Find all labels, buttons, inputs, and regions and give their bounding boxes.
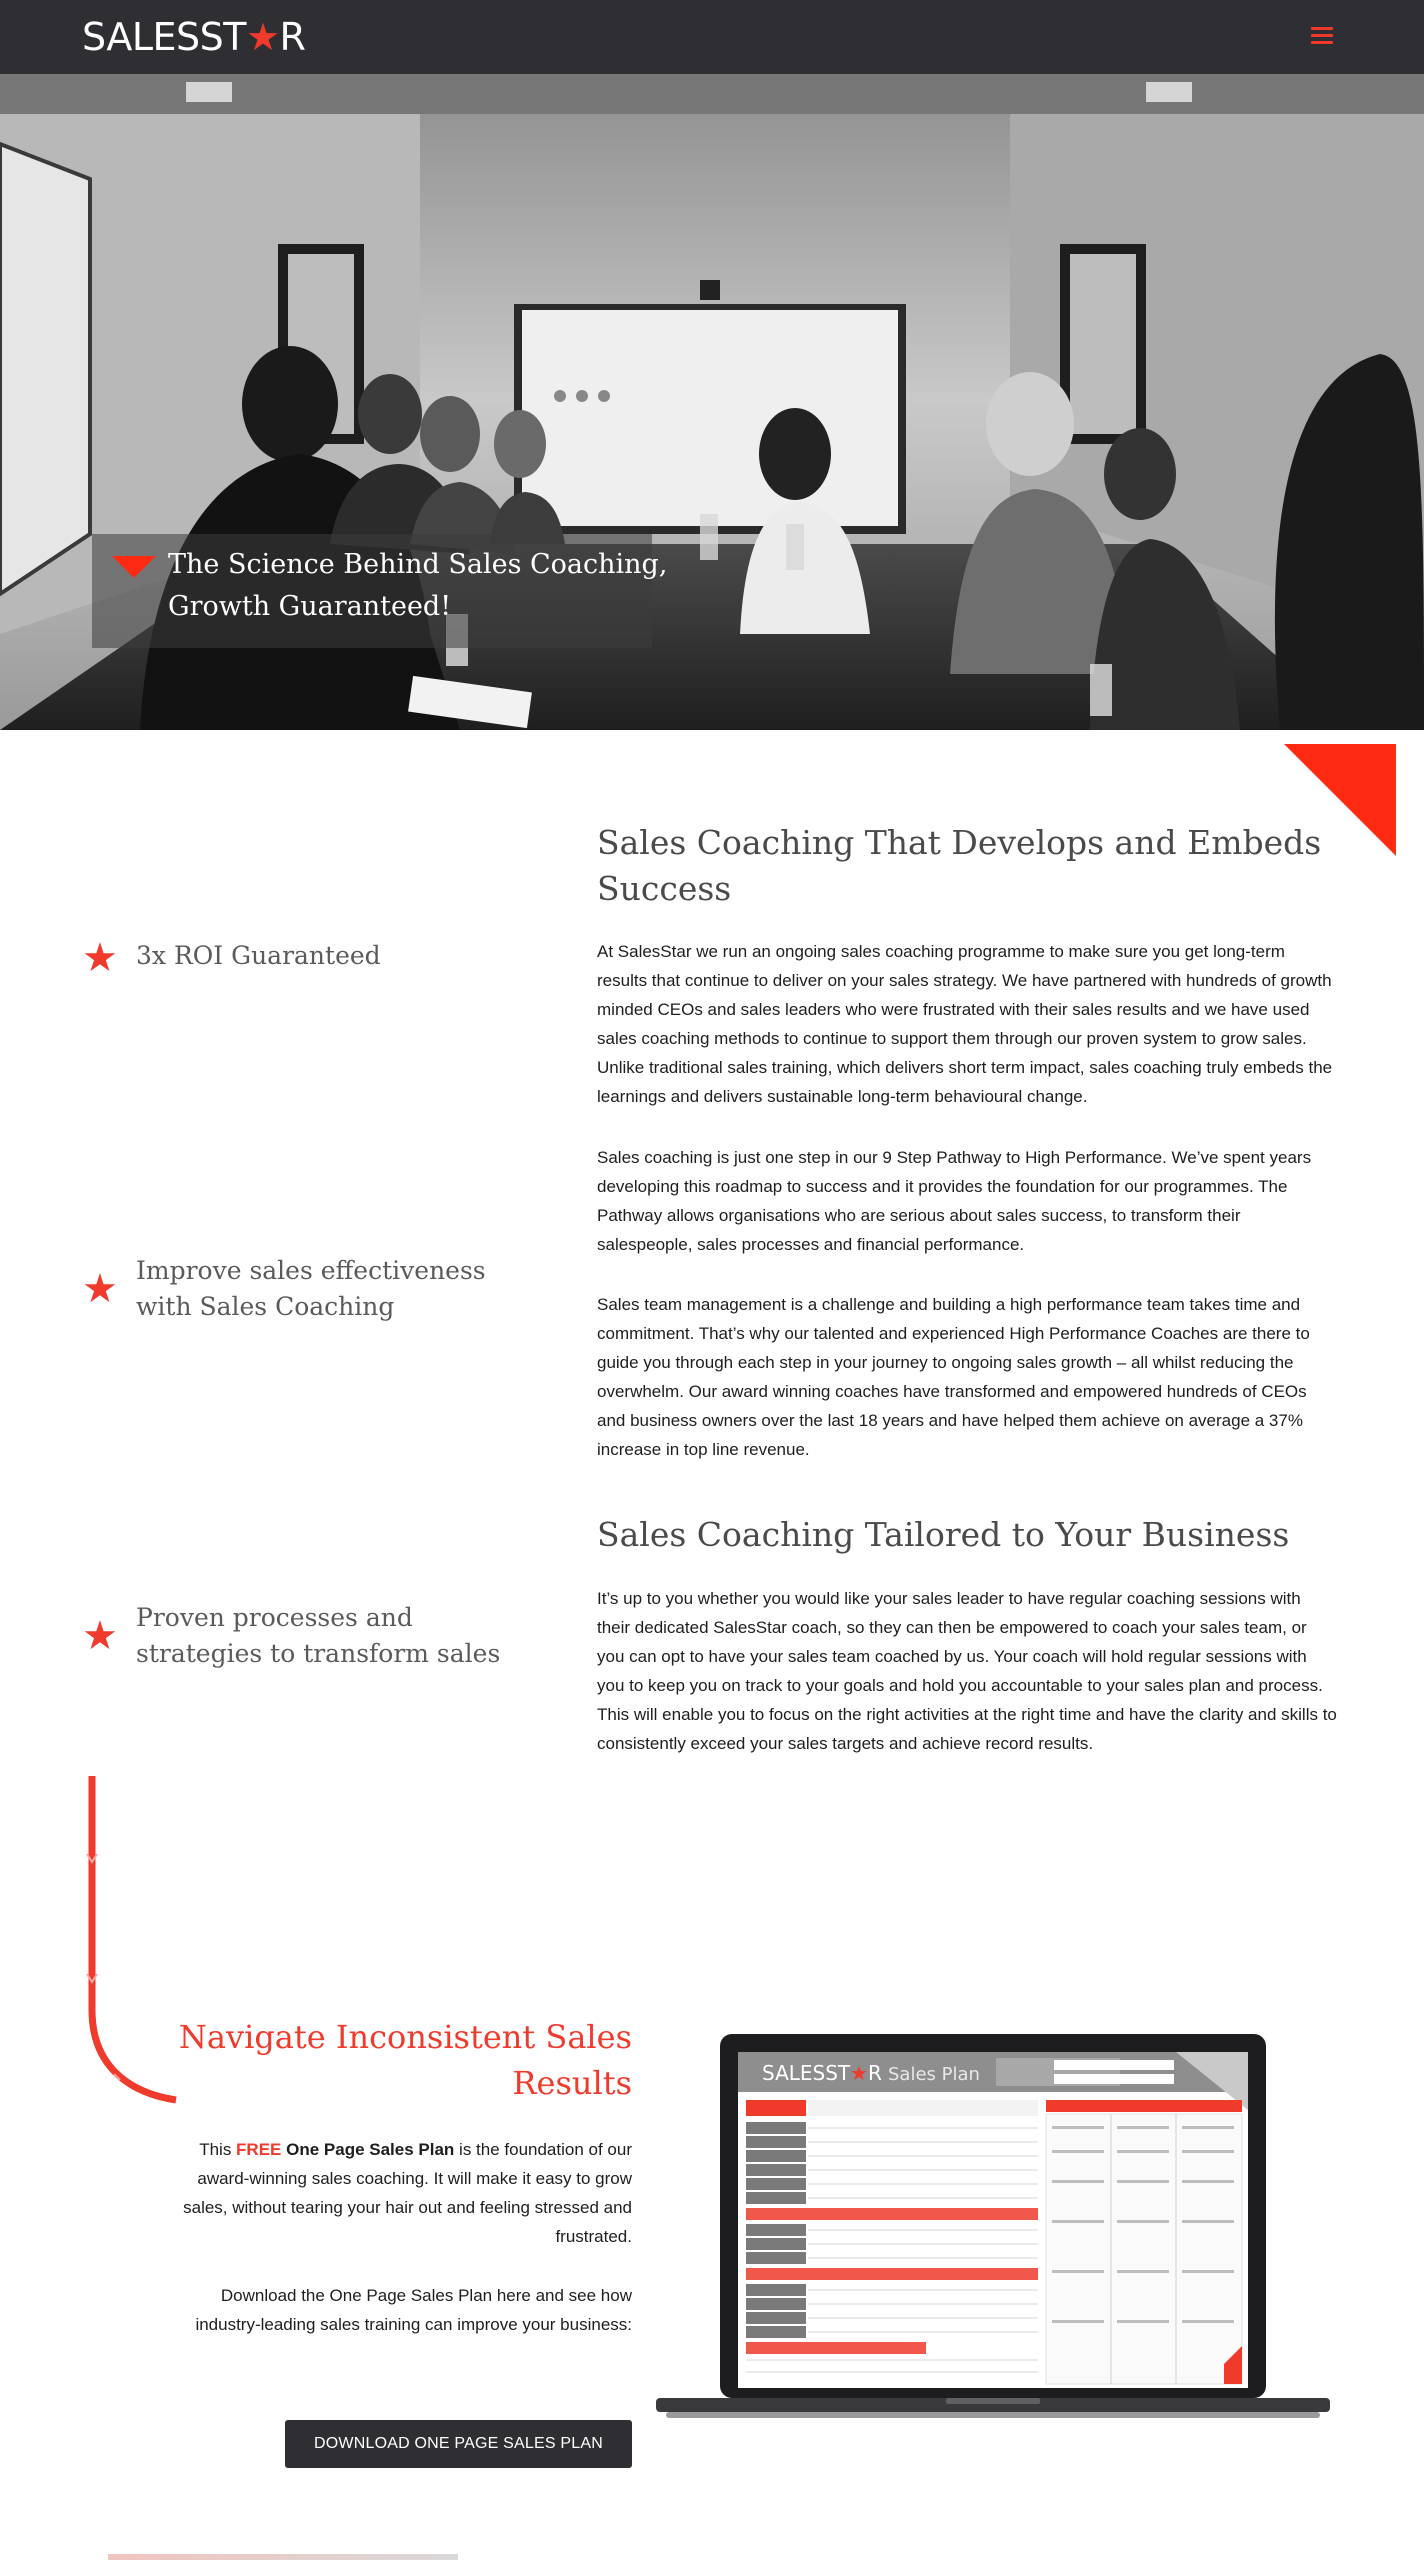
logo-star: ★ <box>245 15 280 59</box>
hero-banner <box>0 74 1424 730</box>
next-section-image-edge <box>108 2554 458 2560</box>
logo-text-white: SALESST <box>82 15 246 59</box>
feature-label: Improve sales effectiveness with Sales Coaching <box>136 1256 486 1321</box>
paragraph-text: It’s up to you whether you would like your sales leader to have regular coaching sessions with their dedicated SalesStar coach, so they can then be empowered to coach your sales team, or you can opt to have your sales team coached by us. Your coach will hold regular sessions with you to keep you on track to your goals and hold you accountable to your sales plan and process. This will enable you to focus on the right activities at the right time and have the clarity and skills to consistently exceed your sales targets and achieve record results. <box>597 1589 1337 1753</box>
paragraph-2 <box>597 1143 1337 1259</box>
laptop-title: Sales Plan <box>888 2064 980 2085</box>
heading-tailored: Sales Coaching Tailored to Your Business <box>597 1515 1290 1554</box>
text-this: This <box>199 2140 237 2159</box>
navigate-heading: Navigate Inconsistent Sales Results <box>178 2018 632 2102</box>
navigate-paragraph-1 <box>180 2135 632 2251</box>
text-free: FREE <box>236 2140 282 2159</box>
svg-text:★: ★ <box>850 2061 868 2085</box>
heading-coaching-success: Sales Coaching That Develops and Embeds Success <box>597 823 1322 908</box>
feature-roi <box>82 938 522 982</box>
feature-label: Proven processes and strategies to transform sales <box>136 1603 501 1668</box>
paragraph-text: Sales team management is a challenge and building a high performance team takes time and commitment. That’s why our talented and experienced High Performance Coaches are there to guide you through each step in your journey to ongoing sales growth – all whilst reducing the overwhelm. Our award winning coaches have transformed and empowered hundreds of CEOs and business owners over the last 18 years and have helped them achieve on average a 37% increase in top line revenue. <box>597 1295 1310 1459</box>
laptop-logo-end: R <box>868 2061 882 2085</box>
star-icon: ★ <box>82 1267 118 1311</box>
red-triangle-marker <box>112 556 156 578</box>
feature-effectiveness <box>82 1253 522 1329</box>
navigate-paragraph-2: Download the One Page Sales Plan here and see how industry-leading sales training can improve your business: <box>195 2286 632 2334</box>
paragraph-1 <box>597 937 1337 1111</box>
feature-label: 3x ROI Guaranteed <box>136 941 381 970</box>
paragraph-text: At SalesStar we run an ongoing sales coaching programme to make sure you get long-term results that continue to deliver on your sales strategy. We have partnered with hundreds of growth minded CEOs and sales leaders who were frustrated with their sales results and we have used sales coaching methods to continue to support them through our proven system to grow sales. Unlike traditional sales training, which delivers short term impact, sales coaching truly embeds the learnings and delivers sustainable long-term behavioural change. <box>597 942 1333 1106</box>
top-nav-bar <box>0 0 1424 74</box>
paragraph-text: Sales coaching is just one step in our 9 Step Pathway to High Performance. We’ve spent years developing this roadmap to success and it provides the foundation for our programmes. The Pathway allows organisations who are serious about sales success, to transform their salespeople, sales processes and financial performance. <box>597 1148 1312 1254</box>
paragraph-3 <box>597 1290 1337 1464</box>
text-description: is the foundation of our award-winning sales coaching. It will make it easy to grow sales, without tearing your hair out and feeling stressed and frustrated. <box>183 2140 632 2246</box>
hamburger-menu-icon[interactable] <box>1311 27 1333 45</box>
text-one-page-sales-plan: One Page Sales Plan <box>281 2140 455 2159</box>
feature-processes <box>82 1600 522 1676</box>
star-icon: ★ <box>82 936 118 980</box>
hero-caption-text: The Science Behind Sales Coaching, Growth Guaranteed! <box>168 549 668 622</box>
laptop-logo: SALESST <box>762 2061 851 2085</box>
paragraph-4 <box>597 1584 1337 1758</box>
heading-tailored-wrap <box>597 1512 1337 1558</box>
laptop-sales-plan-image <box>656 2030 1330 2420</box>
salesstar-logo[interactable] <box>82 16 305 58</box>
star-icon: ★ <box>82 1614 118 1658</box>
download-sales-plan-button[interactable]: DOWNLOAD ONE PAGE SALES PLAN <box>285 2420 632 2468</box>
main-content-column <box>597 820 1337 912</box>
logo-text-end: R <box>279 15 306 59</box>
